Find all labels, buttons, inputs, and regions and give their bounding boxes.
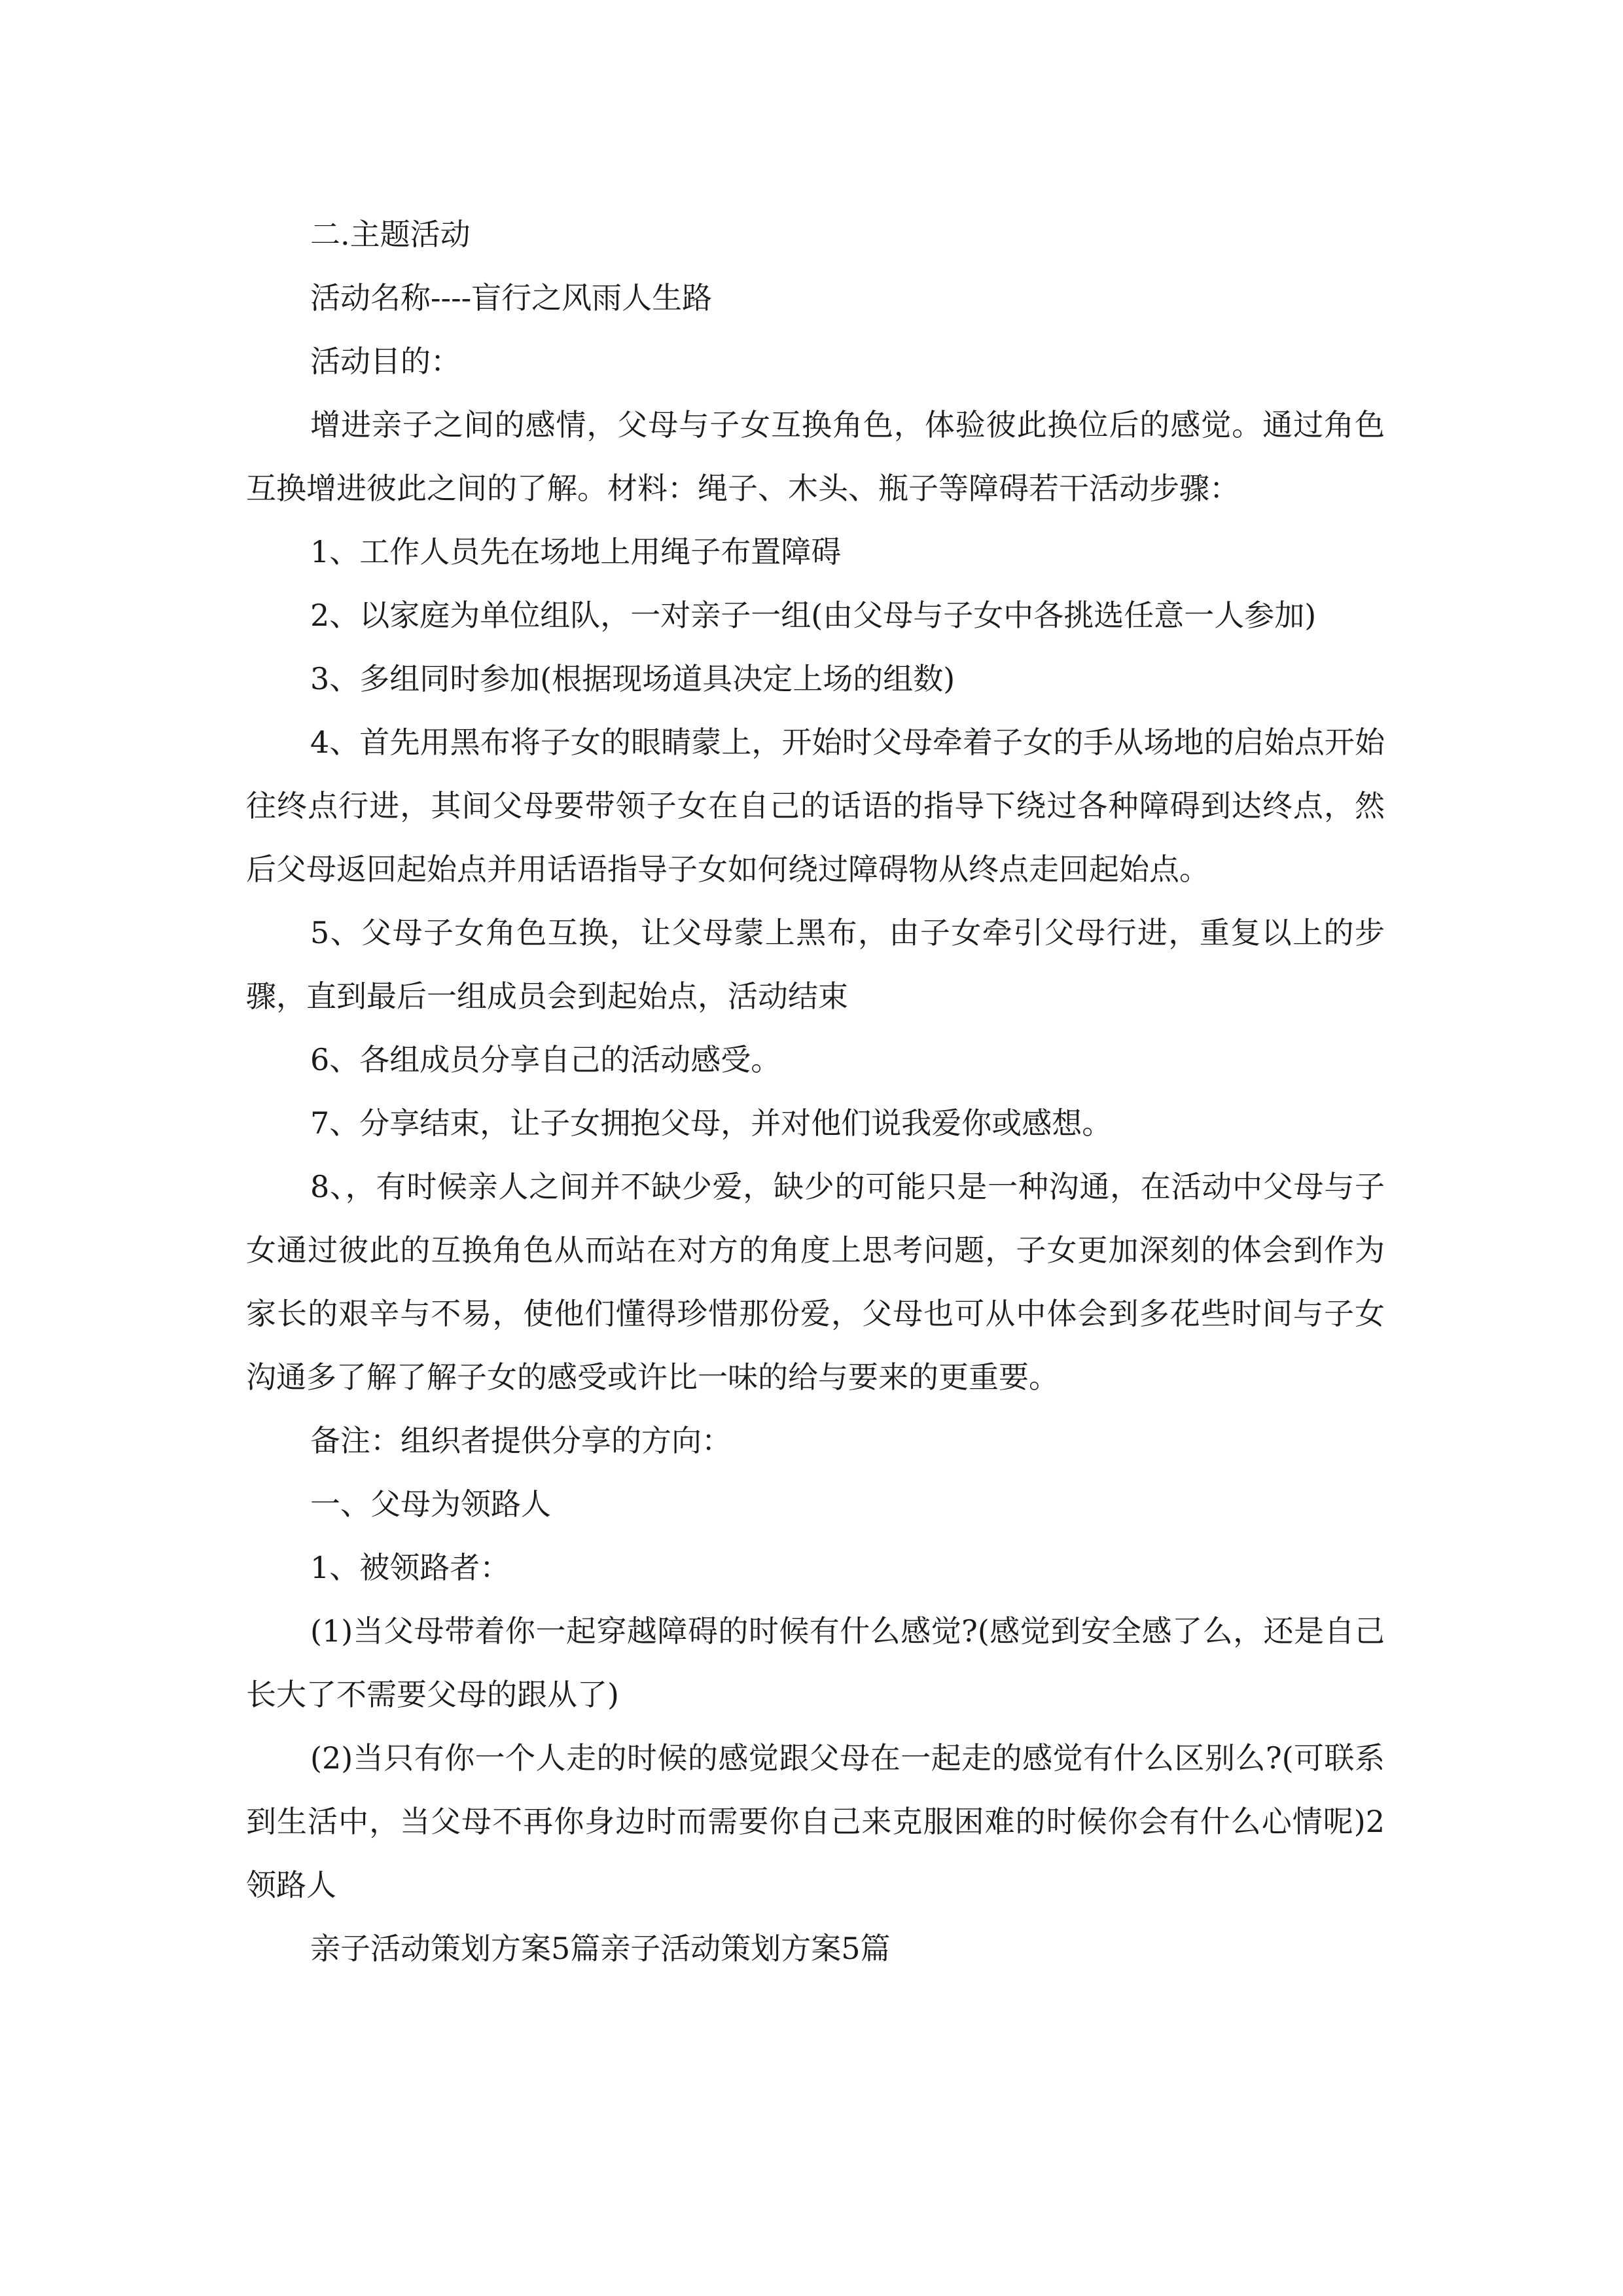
question-2: (2)当只有你一个人走的时候的感觉跟父母在一起走的感觉有什么区别么?(可联系到生活中，当父母不再你身边时而需要你自己来克服困难的时候你会有什么心情呢)2领路人 (246, 1740, 1385, 1903)
subsection-heading: 一、父母为领路人 (310, 1486, 551, 1522)
step-8: 8、，有时候亲人之间并不缺少爱，缺少的可能只是一种沟通，在活动中父母与子女通过彼此的互换角色从而站在对方的角度上思考问题，子女更加深刻的体会到作为家长的艰辛与不易，使他们懂得珍惜那份爱，父母也可从中体会到多花些时间与子女沟通多了解了解子女的感受或许比一味的给与要来的更重要。 (246, 1169, 1385, 1395)
document-footer-title: 亲子活动策划方案5篇亲子活动策划方案5篇 (310, 1931, 891, 1966)
step-5: 5、父母子女角色互换，让父母蒙上黑布，由子女牵引父母行进，重复以上的步骤，直到最后一组成员会到起始点，活动结束 (246, 915, 1385, 1014)
activity-purpose-label: 活动目的： (310, 344, 461, 379)
step-1: 1、工作人员先在场地上用绳子布置障碍 (310, 534, 842, 569)
step-4: 4、首先用黑布将子女的眼睛蒙上，开始时父母牵着子女的手从场地的启始点开始往终点行进，其间父母要带领子女在自己的话语的指导下绕过各种障碍到达终点，然后父母返回起始点并用话语指导子女如何绕过障碍物从终点走回起始点。 (246, 725, 1385, 887)
step-6: 6、各组成员分享自己的活动感受。 (310, 1042, 781, 1077)
step-2: 2、以家庭为单位组队，一对亲子一组(由父母与子女中各挑选任意一人参加) (310, 598, 1317, 633)
activity-name: 活动名称----盲行之风雨人生路 (310, 280, 713, 315)
step-7: 7、分享结束，让子女拥抱父母，并对他们说我爱你或感想。 (310, 1105, 1113, 1141)
section-heading: 二.主题活动 (310, 217, 471, 252)
question-1: (1)当父母带着你一起穿越障碍的时候有什么感觉?(感觉到安全感了么，还是自己长大了不需要父母的跟从了) (246, 1613, 1385, 1712)
note-heading: 备注：组织者提供分享的方向： (310, 1423, 732, 1458)
document-body (246, 203, 1385, 1981)
subsection-item-1: 1、被领路者： (310, 1550, 510, 1585)
activity-purpose-text: 增进亲子之间的感情，父母与子女互换角色，体验彼此换位后的感觉。通过角色互换增进彼此之间的了解。材料：绳子、木头、瓶子等障碍若干活动步骤： (246, 407, 1385, 506)
step-3: 3、多组同时参加(根据现场道具决定上场的组数) (310, 661, 955, 696)
